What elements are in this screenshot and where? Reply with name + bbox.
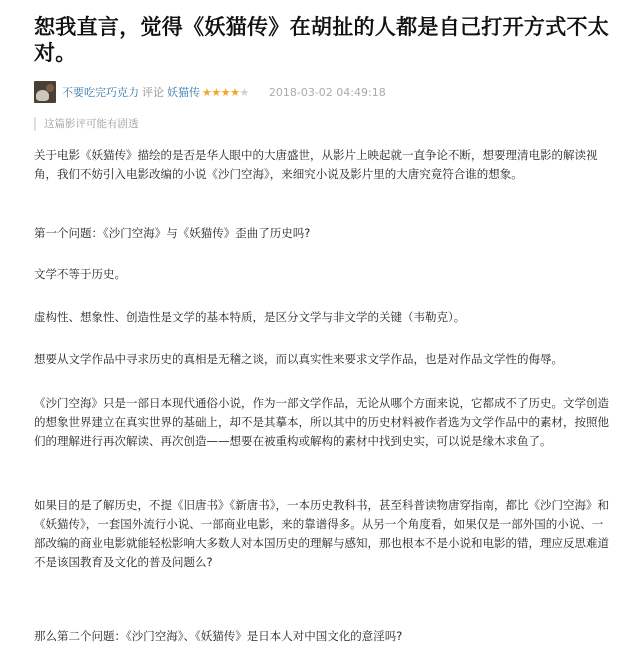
star-empty-icon: ★ bbox=[239, 85, 249, 99]
star-filled-icon: ★ bbox=[230, 85, 240, 99]
star-filled-icon: ★ bbox=[211, 85, 221, 99]
paragraph: 如果目的是了解历史，不提《旧唐书》《新唐书》，一本历史教科书，甚至科普读物唐穿指南，都比《沙门空海》和《妖猫传》，一套国外流行小说、一部商业电影，来的靠谱得多。从另一个角度看，如果仅是一部外国的小说、一部改编的商业电影就能轻松影响大多数人对本国历史的理解与感知，那也根本不是小说和电影的错，理应反思难道不是该国教育及文化的普及问题么? bbox=[34, 498, 609, 569]
review-title: 恕我直言，觉得《妖猫传》在胡扯的人都是自己打开方式不太对。 bbox=[34, 15, 610, 65]
author-link[interactable]: 不要吃完巧克力 bbox=[62, 86, 139, 99]
rating-stars bbox=[202, 86, 249, 99]
review-time: 2018-03-02 04:49:18 bbox=[268, 85, 386, 99]
paragraph: 文学不等于历史。 bbox=[34, 267, 126, 281]
paragraph: 那么第二个问题：《沙门空海》、《妖猫传》是日本人对中国文化的意淫吗? bbox=[34, 629, 403, 643]
paragraph: 关于电影《妖猫传》描绘的是否是华人眼中的大唐盛世，从影片上映起就一直争论不断，想要理清电影的解读视角，我们不妨引入电影改编的小说《沙门空海》，来细究小说及影片里的大唐究竟符合谁的想象。 bbox=[34, 148, 598, 181]
paragraph: 想要从文学作品中寻求历史的真相是无稽之谈，而以真实性来要求文学作品，也是对作品文学性的侮辱。 bbox=[34, 352, 563, 366]
star-filled-icon: ★ bbox=[202, 85, 212, 99]
star-filled-icon: ★ bbox=[220, 85, 231, 99]
review-page bbox=[34, 14, 614, 131]
paragraph: 《沙门空海》只是一部日本现代通俗小说，作为一部文学作品，无论从哪个方面来说，它都成不了历史。文学创造的想象世界建立在真实世界的基础上，却不是其摹本，所以其中的历史材料被作者选为文学作品中的素材，按照他们的理解进行再次解读、再次创造——想要在被重构或解构的素材中找到史实，可以说是缘木求鱼了。 bbox=[34, 396, 609, 448]
review-action-label: 评论 bbox=[142, 86, 164, 99]
movie-link[interactable]: 妖猫传 bbox=[167, 86, 200, 99]
avatar[interactable] bbox=[34, 81, 56, 103]
review-meta bbox=[34, 81, 614, 103]
paragraph: 虚构性、想象性、创造性是文学的基本特质，是区分文学与非文学的关键（韦勒克）。 bbox=[34, 310, 466, 324]
paragraph: 第一个问题：《沙门空海》与《妖猫传》歪曲了历史吗? bbox=[34, 226, 311, 240]
spoiler-notice: 这篇影评可能有剧透 bbox=[34, 117, 614, 131]
